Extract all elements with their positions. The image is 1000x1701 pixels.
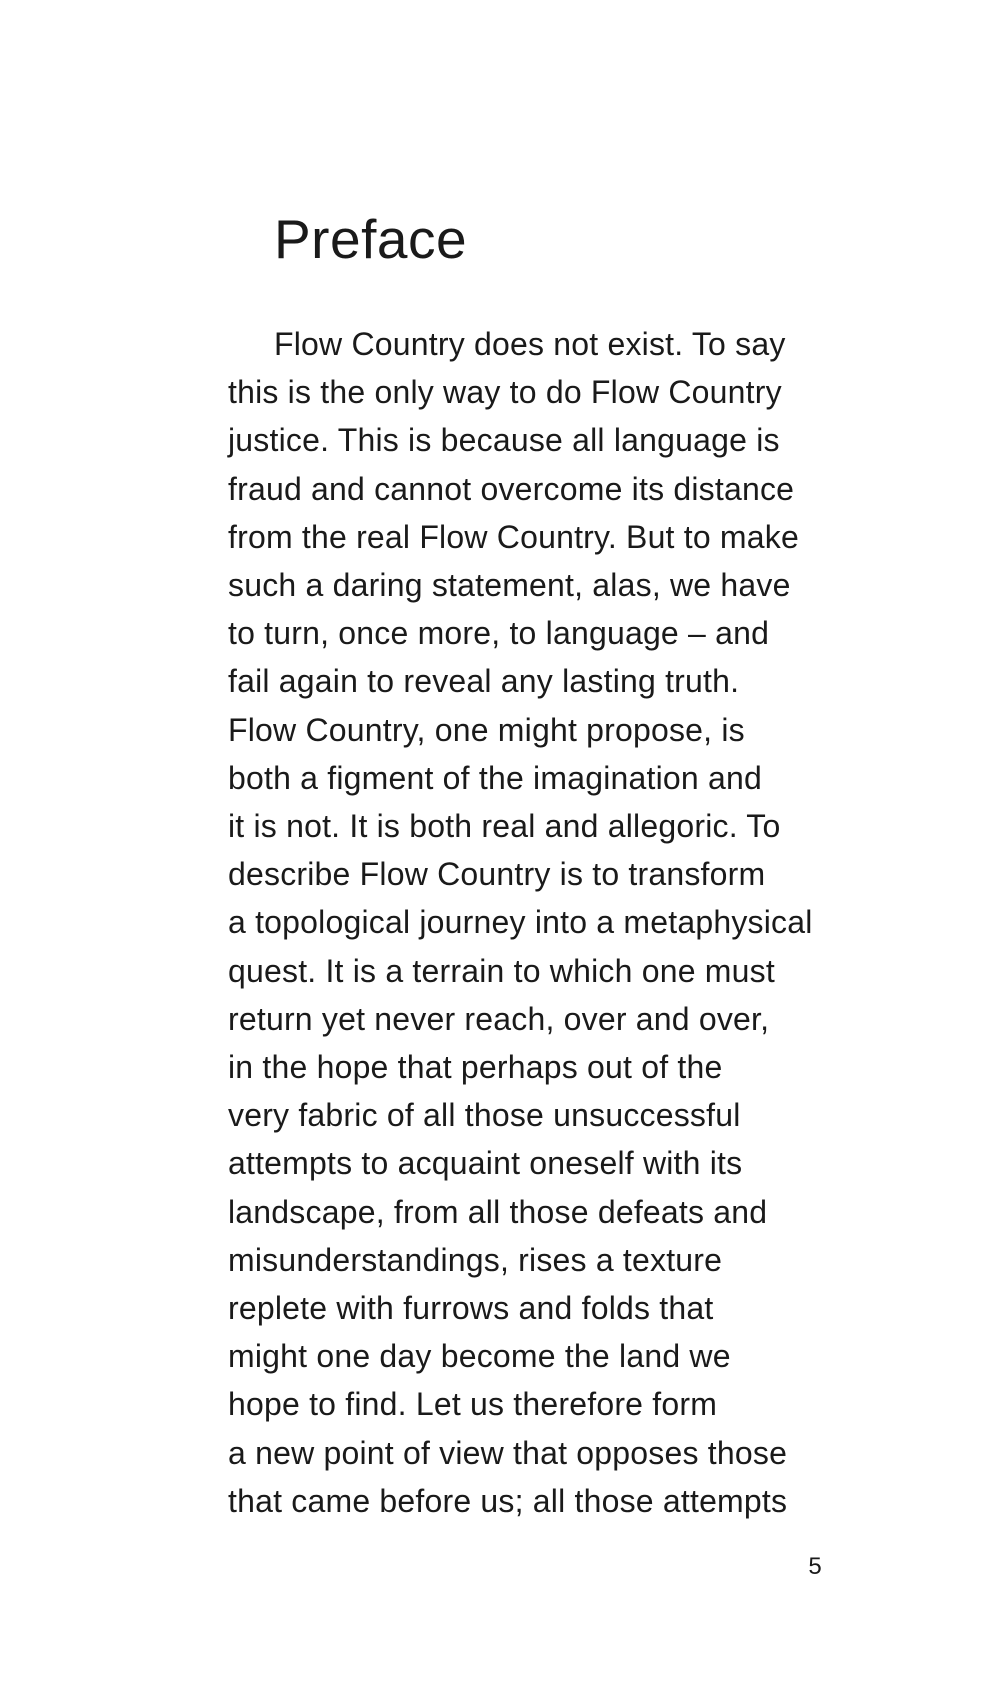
paragraph-line: attempts to acquaint oneself with its xyxy=(228,1145,743,1182)
paragraph-line: might one day become the land we xyxy=(228,1338,731,1375)
paragraph-line: describe Flow Country is to transform xyxy=(228,856,766,893)
paragraph-line: fail again to reveal any lasting truth. xyxy=(228,663,740,700)
paragraph-line: Flow Country, one might propose, is xyxy=(228,711,745,748)
paragraph-line: very fabric of all those unsuccessful xyxy=(228,1097,741,1134)
paragraph-line: replete with furrows and folds that xyxy=(228,1290,714,1327)
paragraph-line: in the hope that perhaps out of the xyxy=(228,1049,723,1086)
paragraph-line: such a daring statement, alas, we have xyxy=(228,567,791,604)
paragraph-line: return yet never reach, over and over, xyxy=(228,1000,770,1037)
paragraph-line: a new point of view that opposes those xyxy=(228,1434,788,1471)
body-paragraph xyxy=(228,320,868,1525)
paragraph-line: Flow Country does not exist. To say xyxy=(274,326,786,362)
paragraph-line: a topological journey into a metaphysical xyxy=(228,904,813,941)
paragraph-line: fraud and cannot overcome its distance xyxy=(228,470,795,507)
paragraph-line: misunderstandings, rises a texture xyxy=(228,1241,723,1278)
paragraph-line: both a figment of the imagination and xyxy=(228,759,762,796)
paragraph-line: to turn, once more, to language – and xyxy=(228,615,770,652)
paragraph-line: justice. This is because all language is xyxy=(228,422,780,459)
chapter-heading: Preface xyxy=(274,208,468,270)
paragraph-line: it is not. It is both real and allegoric. To xyxy=(228,808,781,845)
paragraph-line: quest. It is a terrain to which one must xyxy=(228,952,775,989)
page-number: 5 xyxy=(808,1553,822,1580)
paragraph-line: hope to find. Let us therefore form xyxy=(228,1386,718,1423)
paragraph-line: this is the only way to do Flow Country xyxy=(228,374,782,411)
paragraph-line: that came before us; all those attempts xyxy=(228,1482,788,1519)
paragraph-line: landscape, from all those defeats and xyxy=(228,1193,768,1230)
paragraph-line: from the real Flow Country. But to make xyxy=(228,518,799,555)
